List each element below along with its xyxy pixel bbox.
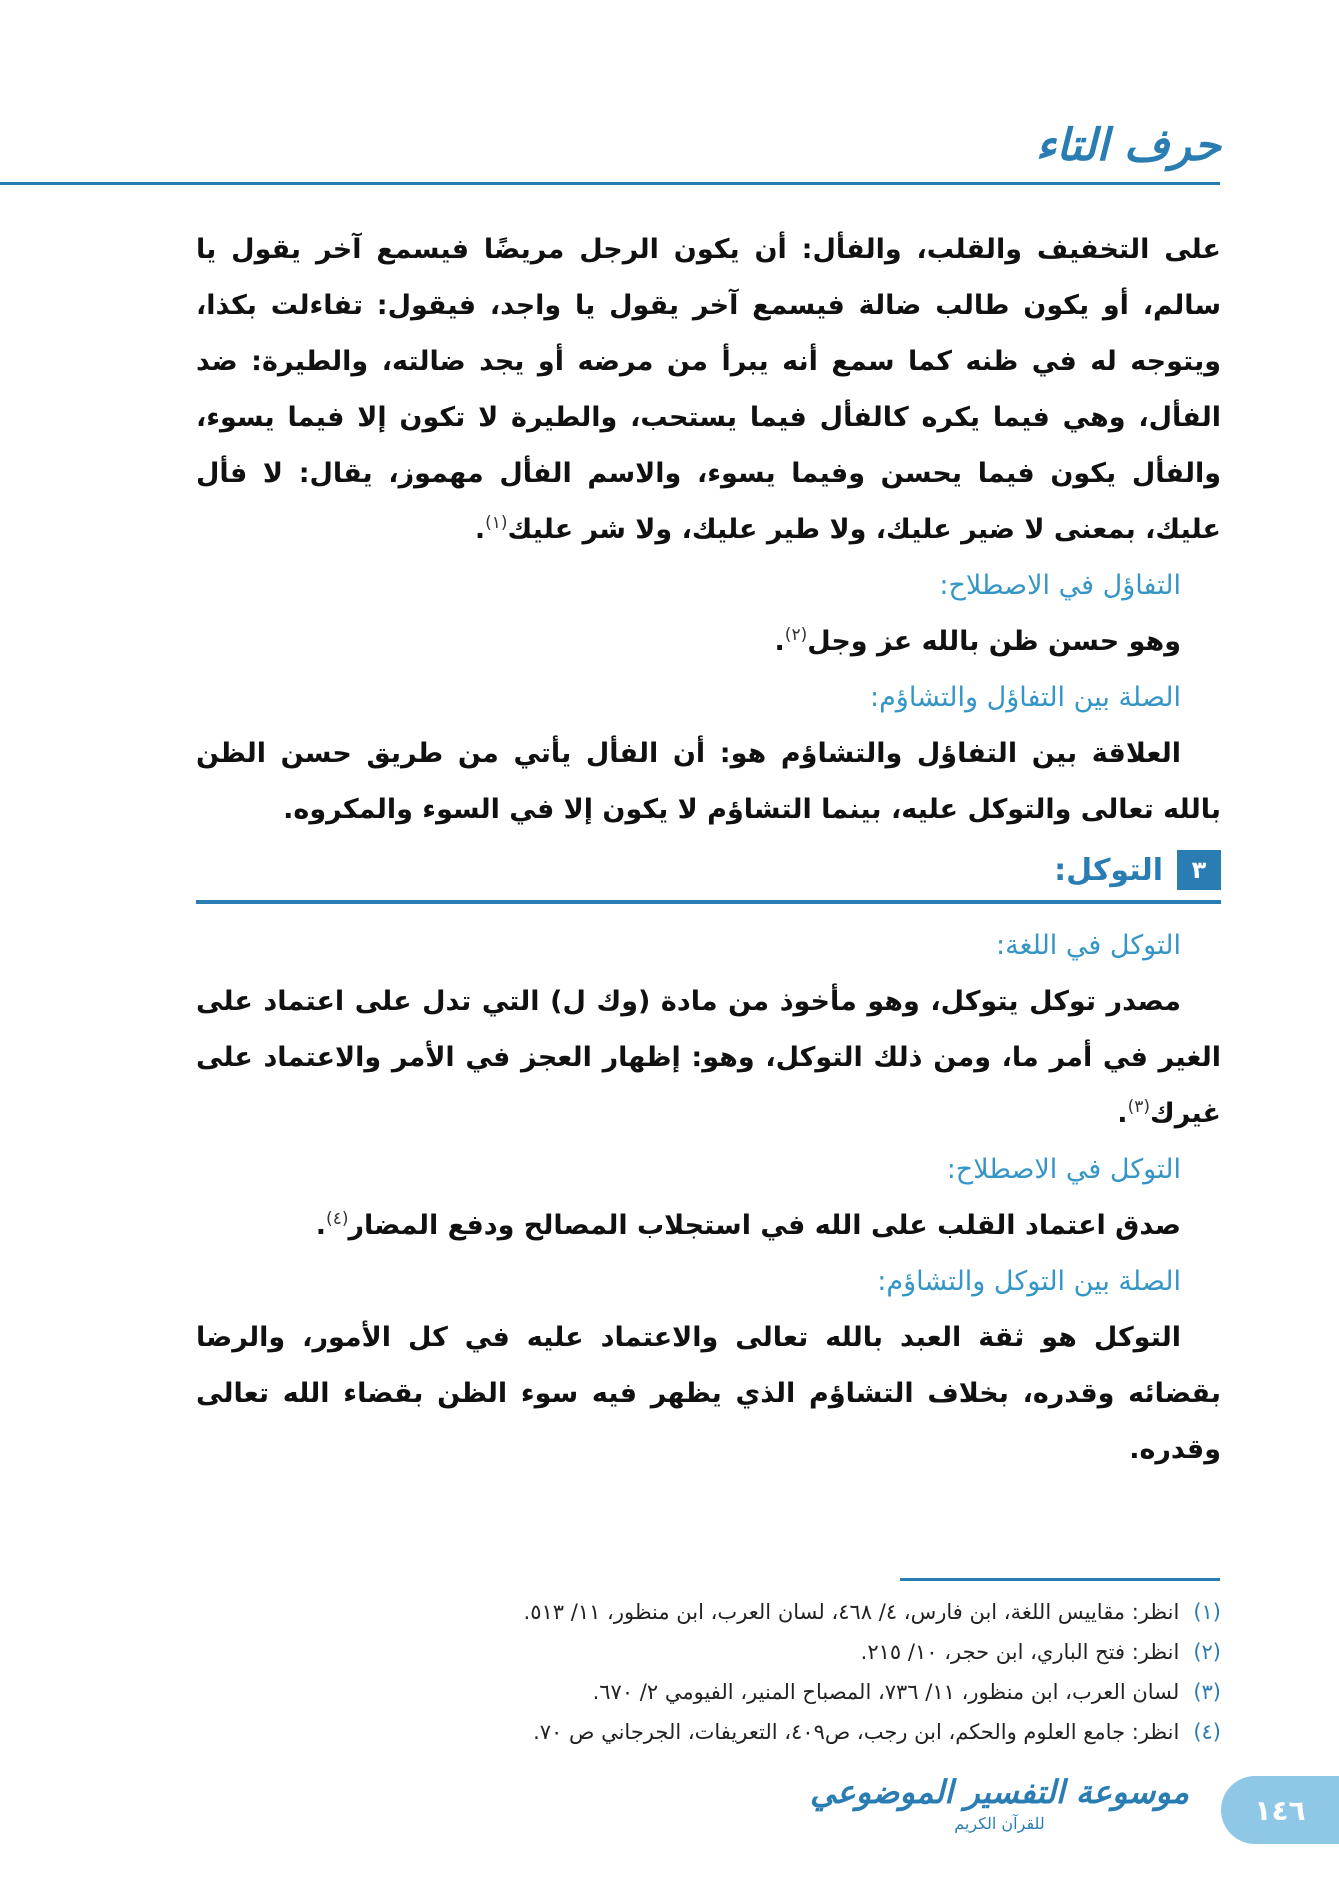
paragraph-4-end: . (1117, 1098, 1128, 1129)
paragraph-5-text: صدق اعتماد القلب على الله في استجلاب المصالح ودفع المضار (348, 1210, 1181, 1241)
paragraph-2-text: وهو حسن ظن بالله عز وجل (807, 626, 1181, 657)
subheading-tafaul-tashaum: الصلة بين التفاؤل والتشاؤم: (869, 682, 1181, 713)
paragraph-3: العلاقة بين التفاؤل والتشاؤم هو: أن الفأل يأتي من طريق حسن الظن بالله تعالى والتوكل عليه، بينما التشاؤم لا يكون إلا في السوء والمكروه. (196, 738, 1221, 825)
paragraph-1-end: . (474, 514, 486, 545)
footnote-ref-4[interactable]: (٤) (326, 1209, 349, 1229)
paragraph-2-end: . (774, 626, 785, 657)
footnote-2 (191, 1632, 1221, 1672)
paragraph-1 (196, 222, 1221, 558)
subheading-tawakkul-tashaum: الصلة بين التوكل والتشاؤم: (877, 1266, 1181, 1297)
subheading-tawakkul-istilah: التوكل في الاصطلاح: (946, 1154, 1181, 1185)
section-divider (196, 900, 1221, 904)
page-number: ١٤٦ (1254, 1793, 1306, 1827)
paragraph-6: التوكل هو ثقة العبد بالله تعالى والاعتماد عليه في كل الأمور، والرضا بقضائه وقدره، بخلاف التشاؤم الذي يظهر فيه سوء الظن بقضاء الله تعالى وقدره. (196, 1322, 1221, 1465)
footnote-ref-3[interactable]: (٣) (1127, 1097, 1150, 1117)
paragraph-5-end: . (315, 1210, 327, 1241)
logo-main-text: موسوعة التفسير الموضوعي (809, 1773, 1189, 1811)
footnote-ref-2[interactable]: (٢) (784, 625, 808, 645)
footnote-text: انظر: فتح الباري، ابن حجر، ١٠/ ٢١٥. (860, 1640, 1180, 1664)
footnote-3 (191, 1672, 1221, 1712)
footnote-ref-1[interactable]: (١) (485, 513, 508, 533)
main-content (196, 222, 1221, 1478)
subheading-tawakkul-lugha: التوكل في اللغة: (996, 930, 1181, 961)
paragraph-2 (196, 614, 1221, 670)
encyclopedia-logo (810, 1770, 1189, 1834)
footnote-1 (191, 1592, 1221, 1632)
footnotes (191, 1592, 1221, 1752)
section-title: التوكل: (1054, 853, 1163, 888)
chapter-title: حرف التاء (1035, 120, 1221, 171)
header-divider (0, 182, 1220, 185)
footnote-number: (١) (1193, 1600, 1221, 1624)
paragraph-4 (196, 974, 1221, 1142)
paragraph-4-text: مصدر توكل يتوكل، وهو مأخوذ من مادة (وك ل) التي تدل على اعتماد على الغير في أمر ما، ومن ذلك التوكل، وهو: إظهار العجز في الأمر والاعتماد على غيرك (196, 986, 1221, 1129)
footnote-number: (٤) (1193, 1720, 1221, 1744)
footnote-text: انظر: جامع العلوم والحكم، ابن رجب، ص٤٠٩، التعريفات، الجرجاني ص ٧٠. (533, 1720, 1180, 1744)
section-heading (196, 846, 1221, 896)
logo-sub-text: للقرآن الكريم (954, 1814, 1045, 1833)
footnote-divider (900, 1578, 1220, 1581)
footnote-number: (٢) (1193, 1640, 1221, 1664)
page-number-tab (1221, 1776, 1339, 1844)
footnote-number: (٣) (1193, 1680, 1221, 1704)
footnote-text: انظر: مقاييس اللغة، ابن فارس، ٤/ ٤٦٨، لسان العرب، ابن منظور، ١١/ ٥١٣. (523, 1600, 1180, 1624)
section-number-badge: ٣ (1177, 850, 1221, 890)
paragraph-1-text: على التخفيف والقلب، والفأل: أن يكون الرجل مريضًا فيسمع آخر يقول يا سالم، أو يكون طالب ضالة فيسمع آخر يقول يا واجد، فيقول: تفاءلت بكذا، ويتوجه له في ظنه كما سمع أنه يبرأ من مرضه أو يجد ضالته، والطيرة: ضد الفأل، وهي فيما يكره كالفأل فيما يستحب، والطيرة لا تكون إلا فيما يسوء، والفأل يكون فيما يحسن وفيما يسوء، والاسم الفأل مهموز، يقال: لا فأل عليك، بمعنى لا ضير عليك، ولا طير عليك، ولا شر عليك (196, 234, 1221, 545)
footnote-4 (191, 1712, 1221, 1752)
paragraph-5 (196, 1198, 1221, 1254)
footnote-text: لسان العرب، ابن منظور، ١١/ ٧٣٦، المصباح المنير، الفيومي ٢/ ٦٧٠. (592, 1680, 1180, 1704)
subheading-tafaul-istilah: التفاؤل في الاصطلاح: (939, 570, 1181, 601)
